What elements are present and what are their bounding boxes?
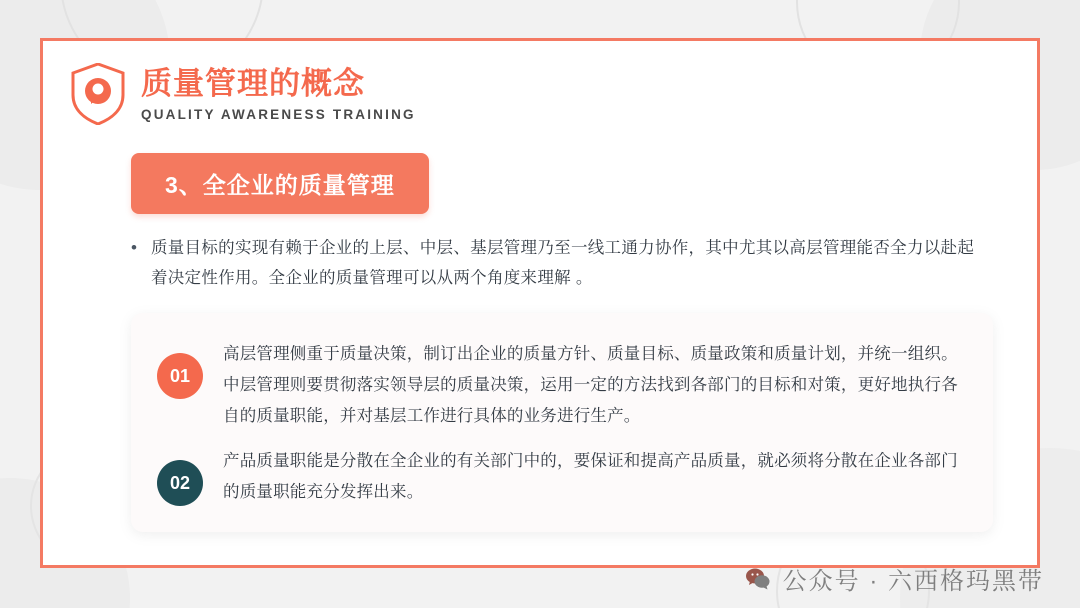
section-heading: 3、全企业的质量管理 (131, 153, 429, 214)
page-title: 质量管理的概念 (141, 65, 365, 101)
point-text: 高层管理侧重于质量决策，制订出企业的质量方针、质量目标、质量政策和质量计划，并统一组织。中层管理则要贯彻落实领导层的质量决策，运用一定的方法找到各部门的目标和对策，更好地执行各自的质量职能，并对基层工作进行具体的业务进行生产。 (223, 345, 958, 425)
page-subtitle: QUALITY AWARENESS TRAINING (141, 107, 416, 123)
shield-chat-icon (71, 63, 125, 125)
point-text: 产品质量职能是分散在全企业的有关部门中的，要保证和提高产品质量，就必须将分散在企业各部门的质量职能充分发挥出来。 (223, 452, 958, 501)
watermark-text: 公众号 · 六西格玛黑带 (782, 568, 1044, 595)
point-number-badge: 01 (157, 353, 203, 399)
list-item (157, 339, 963, 432)
point-number-badge: 02 (157, 460, 203, 506)
watermark (745, 561, 1044, 596)
slide-header (71, 63, 416, 125)
list-item (157, 446, 963, 508)
intro-paragraph (131, 233, 981, 293)
slide-card (40, 38, 1040, 568)
bullet-icon: • (131, 238, 137, 257)
title-block (141, 66, 416, 123)
wechat-icon (745, 566, 771, 592)
intro-text: 质量目标的实现有赖于企业的上层、中层、基层管理乃至一线工通力协作，其中尤其以高层管理能否全力以赴起着决定性作用。全企业的质量管理可以从两个角度来理解 。 (150, 239, 975, 287)
points-panel (131, 313, 993, 532)
